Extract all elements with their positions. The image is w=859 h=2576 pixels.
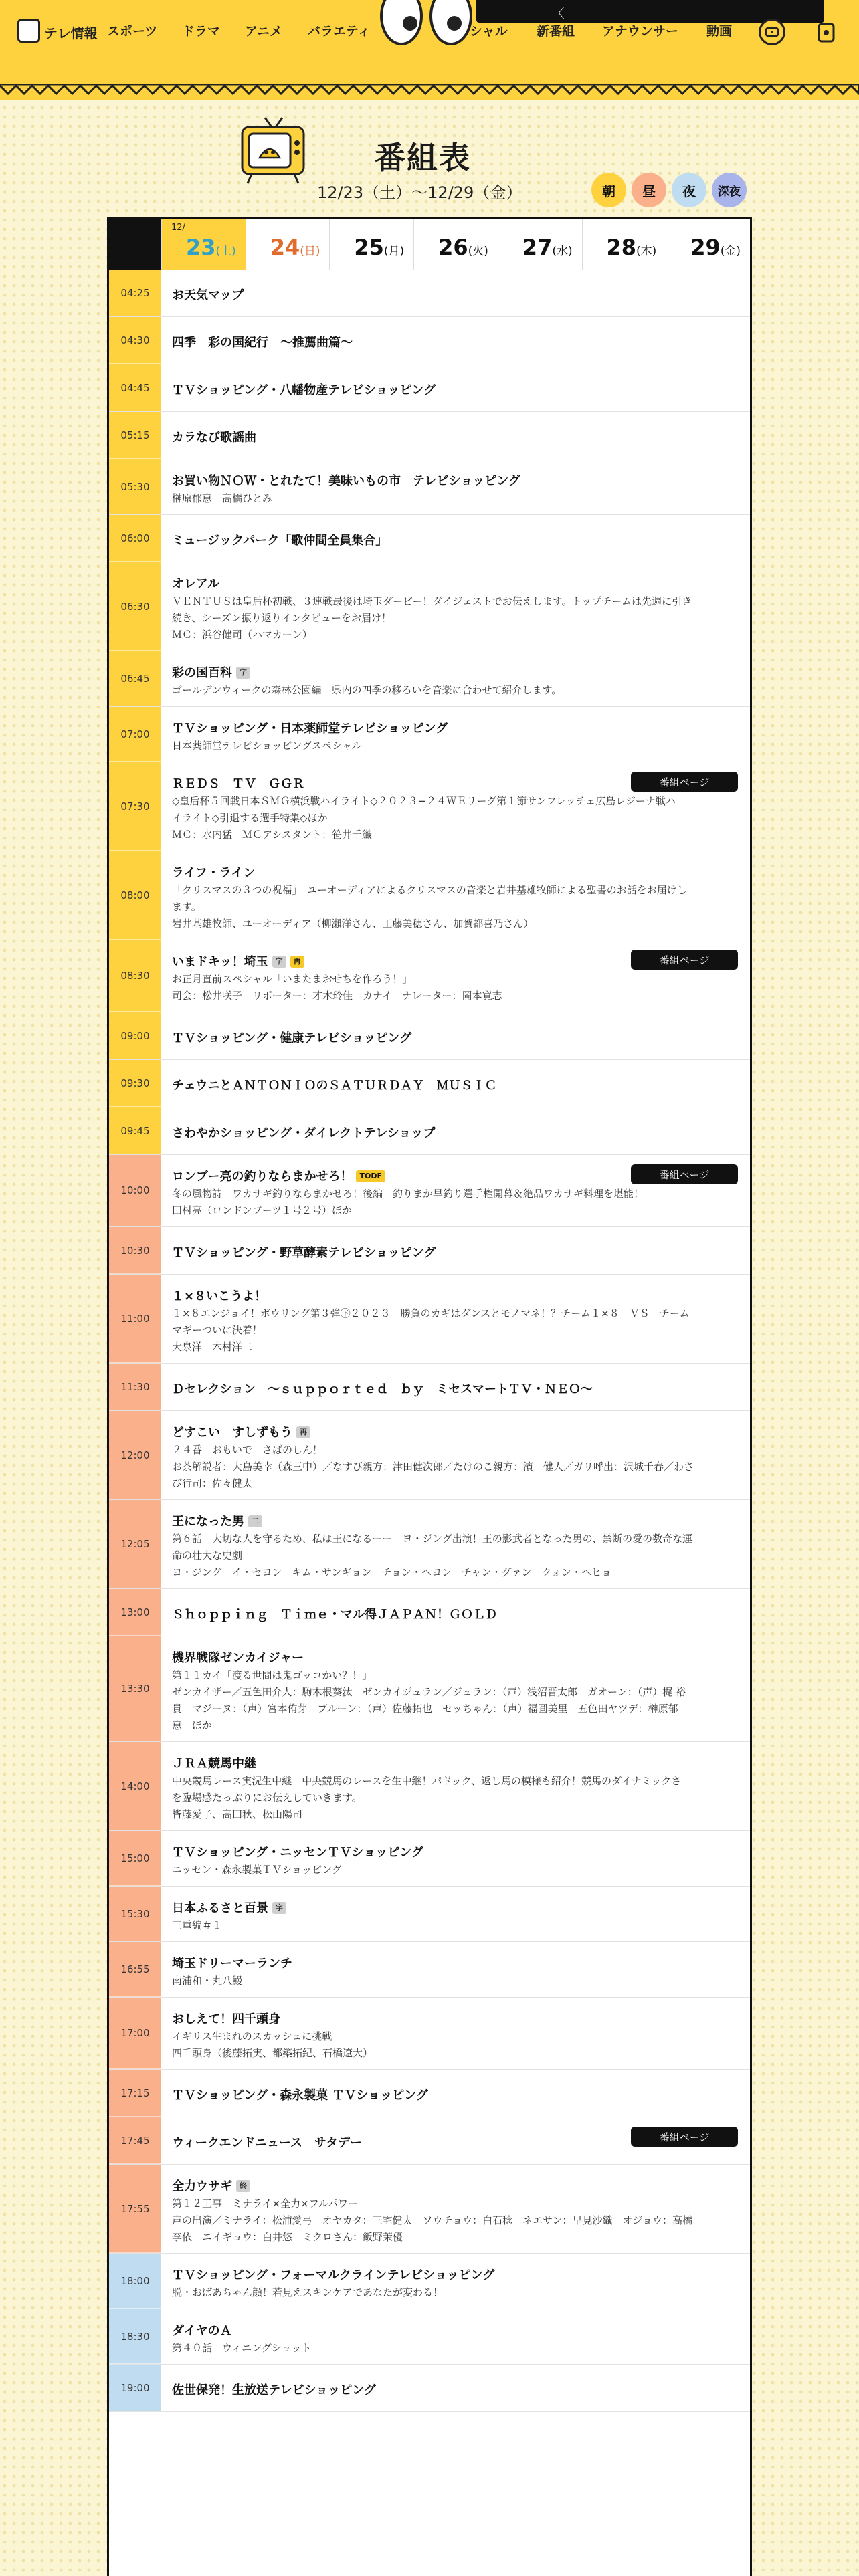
program-row[interactable] xyxy=(109,2309,750,2365)
program-description-line: ヨ・ジング イ・セヨン キム・サンギョン チョン・ヘヨン チャン・グァン クォン・ヘヒョ xyxy=(172,1566,612,1578)
program-title[interactable]: おしえて！四千頭身 xyxy=(172,2012,280,2026)
program-description-line: 第４０話 ウィニングショット xyxy=(172,2342,312,2354)
account-icon[interactable] xyxy=(759,19,785,45)
program-badge: 再 xyxy=(296,1426,310,1438)
tv-mascot-illustration xyxy=(238,114,308,186)
day-tab-28[interactable] xyxy=(582,219,666,270)
program-row[interactable] xyxy=(109,562,750,651)
program-time: 16:55 xyxy=(109,1942,161,1997)
time-of-day-button-1[interactable]: 昼 xyxy=(632,173,666,207)
program-time: 09:30 xyxy=(109,1060,161,1107)
program-description xyxy=(172,1773,733,1823)
program-row[interactable] xyxy=(109,1500,750,1589)
program-time: 05:30 xyxy=(109,459,161,514)
program-description-line: 大泉洋 木村洋二 xyxy=(172,1341,253,1353)
program-time: 11:00 xyxy=(109,1275,161,1363)
program-row[interactable] xyxy=(109,1998,750,2070)
program-row[interactable] xyxy=(109,2117,750,2165)
program-description-line: 日本薬師堂テレビショッピングスペシャル xyxy=(172,740,362,752)
program-row[interactable] xyxy=(109,2165,750,2254)
program-title[interactable]: ウィークエンドニュース サタデー xyxy=(172,2136,363,2150)
program-description-line: ます。 xyxy=(172,901,201,913)
program-row[interactable] xyxy=(109,1589,750,1636)
program-row[interactable] xyxy=(109,1012,750,1060)
program-description xyxy=(172,1917,733,1934)
program-description-line: ゴールデンウィークの森林公園編 県内の四季の移ろいを音楽に合わせて紹介します。 xyxy=(172,684,562,696)
program-title[interactable]: カラなび歌謡曲 xyxy=(172,431,256,445)
program-title[interactable]: 彩の国百科 字 xyxy=(172,663,250,681)
site-logo[interactable] xyxy=(17,13,98,48)
day-number: 29(金) xyxy=(690,235,741,260)
program-time: 12:05 xyxy=(109,1500,161,1588)
program-title[interactable]: どすこい すしずもう 再 xyxy=(172,1423,310,1440)
program-time: 10:30 xyxy=(109,1227,161,1274)
program-description xyxy=(172,738,733,754)
program-row[interactable] xyxy=(109,459,750,515)
program-description-line: ◇皇后杯５回戦日本ＳＭＧ横浜戦ハイライト◇２０２３−２４ＷＥリーグ第１節サンフレッチェ広島レジーナ戦ハ xyxy=(172,795,676,807)
program-title[interactable]: ロンブー亮の釣りならまかせろ！ TODF xyxy=(172,1167,385,1184)
program-row[interactable] xyxy=(109,2365,750,2412)
program-description-line: お茶解説者：大島美幸（森三中）／なすび親方：津田健次郎／たけのこ親方：濱 健人／ガリ呼出：沢城千春／わさ xyxy=(172,1461,694,1473)
program-description-line: イライト◇引退する選手特集◇ほか xyxy=(172,812,328,824)
program-row[interactable] xyxy=(109,1275,750,1364)
program-description xyxy=(172,1305,733,1356)
program-description-line: 第６話 大切な人を守るため、私は王になるーー ヨ・ジング出演！王の影武者となった男の、禁断の愛の数奇な運 xyxy=(172,1533,693,1545)
program-title[interactable]: いまドキッ！埼玉 字 再 xyxy=(172,952,304,970)
program-title[interactable]: ＲＥＤＳ ＴＶ ＧＧＲ xyxy=(172,777,304,791)
program-time: 12:00 xyxy=(109,1411,161,1499)
program-row[interactable] xyxy=(109,707,750,762)
day-weekday: (木) xyxy=(636,245,657,258)
program-time: 04:30 xyxy=(109,317,161,364)
program-time: 06:45 xyxy=(109,651,161,706)
program-description xyxy=(172,1531,733,1581)
program-description-line: 四千頭身（後藤拓実、都築拓紀、石橋遼大） xyxy=(172,2047,373,2059)
program-title[interactable]: ライフ・ライン xyxy=(172,866,256,880)
nav-item-sports[interactable]: スポーツ xyxy=(107,24,158,39)
program-description xyxy=(172,490,733,507)
program-description xyxy=(172,1862,733,1879)
program-row[interactable] xyxy=(109,851,750,940)
program-title[interactable]: お天気マップ xyxy=(172,288,244,302)
program-description-line: お正月直前スペシャル「いまたまおせちを作ろう！」 xyxy=(172,973,413,985)
program-time: 09:45 xyxy=(109,1107,161,1154)
day-number: 27(水) xyxy=(522,235,573,260)
program-description-line: び行司：佐々健太 xyxy=(172,1477,253,1489)
program-description-line: ＶＥＮＴＵＳは皇后杯初戦、３連戦最後は埼玉ダービー！ダイジェストでお伝えします。トップチームは先週に引き xyxy=(172,595,692,607)
program-page-button[interactable]: 番組ページ xyxy=(631,772,738,792)
program-title[interactable]: お買い物ＮＯＷ・とれたて！美味いもの市 テレビショッピング xyxy=(172,474,520,488)
program-badge: 字 xyxy=(272,1902,286,1914)
program-description xyxy=(172,1442,733,1492)
program-description xyxy=(172,1973,733,1990)
program-time: 18:30 xyxy=(109,2309,161,2364)
mascot-eye-right xyxy=(430,0,472,45)
program-row[interactable] xyxy=(109,1107,750,1155)
program-time: 07:30 xyxy=(109,762,161,851)
program-time: 13:30 xyxy=(109,1636,161,1741)
program-row[interactable] xyxy=(109,317,750,364)
program-description-line: 声の出演／ミナライ：松浦愛弓 オヤカタ：三宅健太 ソウチョウ：白石稔 ネエサン：早見沙織 オジョウ：高橋 xyxy=(172,2214,693,2226)
program-time: 06:00 xyxy=(109,515,161,562)
program-description-line: 南浦和・丸八鰻 xyxy=(172,1975,243,1987)
program-row[interactable] xyxy=(109,364,750,412)
program-row[interactable] xyxy=(109,270,750,317)
program-description-line: 榊原郁恵 高橋ひとみ xyxy=(172,492,273,504)
program-row[interactable] xyxy=(109,1364,750,1411)
program-description-line: 三重編＃１ xyxy=(172,1919,223,1931)
program-page-button[interactable]: 番組ページ xyxy=(631,950,738,970)
program-title[interactable]: ＴＶショッピング・健康テレビショッピング xyxy=(172,1031,412,1045)
program-description-line: 李依 エイギョウ：白井悠 ミクロさん：飯野茉優 xyxy=(172,2231,403,2243)
program-title[interactable]: Ｄセレクション 〜ｓｕｐｐｏｒｔｅｄ ｂｙ ミセスマートＴＶ・ＮＥＯ〜 xyxy=(172,1382,593,1396)
program-description-line: 皆藤愛子、高田秋、松山陽司 xyxy=(172,1808,303,1820)
program-title[interactable]: ミュージックパーク「歌仲間全員集合」 xyxy=(172,534,388,548)
program-row[interactable] xyxy=(109,1155,750,1227)
program-title[interactable]: ＪＲＡ競馬中継 xyxy=(172,1757,256,1771)
program-description-line: 脱・おばあちゃん顔！若見えスキンケアであなたが変わる！ xyxy=(172,2286,444,2298)
nav-item-announcer[interactable]: アナウンサー xyxy=(602,24,679,39)
program-time: 06:30 xyxy=(109,562,161,651)
program-badge: 字 xyxy=(272,956,286,968)
program-description-line: 冬の風物詩 ワカサギ釣りならまかせろ！後編 釣りまか早釣り選手権開幕＆絶品ワカサギ料理を堪能！ xyxy=(172,1188,644,1200)
program-description-line: ゼンカイザー／五色田介人：駒木根葵汰 ゼンカイジュラン／ジュラン：（声）浅沼晋太郎 ガオーン：（声）梶 裕 xyxy=(172,1686,686,1698)
header-zigzag-edge xyxy=(0,84,859,100)
day-tab-23[interactable] xyxy=(161,219,246,270)
mascot-eyes xyxy=(380,0,480,48)
day-weekday: (日) xyxy=(300,245,320,258)
day-tabs xyxy=(109,219,750,270)
program-description xyxy=(172,2028,733,2062)
program-row[interactable] xyxy=(109,412,750,459)
program-title[interactable]: チェウニとＡＮＴＯＮＩＯのＳＡＴＵＲＤＡＹ ＭＵＳＩＣ xyxy=(172,1079,497,1093)
program-time: 10:00 xyxy=(109,1155,161,1226)
program-badge: 終 xyxy=(236,2180,250,2192)
day-tabs-corner xyxy=(109,219,161,270)
program-description-line: 恵 ほか xyxy=(172,1719,213,1731)
program-row[interactable] xyxy=(109,1942,750,1998)
date-range: 12/23（土）〜12/29（金） xyxy=(317,183,522,202)
program-description xyxy=(172,682,733,699)
program-time: 17:45 xyxy=(109,2117,161,2164)
program-row[interactable] xyxy=(109,2254,750,2309)
program-time: 04:45 xyxy=(109,364,161,411)
program-row[interactable] xyxy=(109,940,750,1012)
day-tab-27[interactable] xyxy=(498,219,582,270)
program-description xyxy=(172,882,733,932)
time-of-day-button-0[interactable]: 朝 xyxy=(591,173,626,207)
program-row[interactable] xyxy=(109,515,750,562)
program-time: 18:00 xyxy=(109,2254,161,2309)
time-of-day-button-3[interactable]: 深夜 xyxy=(712,173,747,207)
program-title[interactable]: Ｓｈｏｐｐｉｎｇ Ｔｉｍｅ・マル得ＪＡＰＡＮ！ＧＯＬＤ xyxy=(172,1608,497,1622)
program-time: 09:00 xyxy=(109,1012,161,1059)
program-description-line: イギリス生まれのスカッシュに挑戦 xyxy=(172,2030,332,2042)
logo-text: テレ情報 xyxy=(44,25,98,41)
program-description xyxy=(172,593,733,643)
day-weekday: (火) xyxy=(468,245,488,258)
mascot-eye-left xyxy=(380,0,423,45)
program-description xyxy=(172,1667,733,1734)
program-description-line: ニッセン・森永製菓ＴＶショッピング xyxy=(172,1864,342,1876)
program-row[interactable] xyxy=(109,1227,750,1275)
program-time: 08:00 xyxy=(109,851,161,940)
program-title[interactable]: オレアル xyxy=(172,577,220,591)
day-number: 28(木) xyxy=(606,235,657,260)
program-title[interactable]: さわやかショッピング・ダイレクトテレショップ xyxy=(172,1126,436,1140)
nav-item-special[interactable]: シャル xyxy=(470,24,508,39)
program-time: 17:00 xyxy=(109,1998,161,2069)
day-tab-25[interactable] xyxy=(329,219,413,270)
nav-item-variety[interactable]: バラエティ xyxy=(308,24,371,39)
day-number: 25(月) xyxy=(354,235,405,260)
program-title[interactable]: ＴＶショッピング・フォーマルクラインテレビショッピング xyxy=(172,2268,495,2282)
program-row[interactable] xyxy=(109,2070,750,2117)
program-description xyxy=(172,1186,733,1219)
program-description-line: 岩井基雄牧師、ユーオーディア（柳瀬洋さん、工藤美穂さん、加賀都喜乃さん） xyxy=(172,918,534,930)
program-title[interactable]: 全力ウサギ 終 xyxy=(172,2177,250,2194)
program-title[interactable]: ＴＶショッピング・森永製菓 ＴＶショッピング xyxy=(172,2088,428,2103)
program-row[interactable] xyxy=(109,1636,750,1742)
program-badge: 二 xyxy=(248,1515,262,1527)
program-description-line: 中央競馬レース実況生中継 中央競馬のレースを生中継！パドック、返し馬の模様も紹介！競馬のダイナミックさ xyxy=(172,1775,682,1787)
program-time: 04:25 xyxy=(109,270,161,316)
program-description-line: 続き、シーズン振り返りインタビューをお届け！ xyxy=(172,612,392,624)
program-description-line: 第１１カイ「渡る世間は鬼ゴッコかい？！」 xyxy=(172,1669,373,1681)
program-row[interactable] xyxy=(109,1742,750,1831)
program-time: 14:00 xyxy=(109,1742,161,1830)
program-title[interactable]: 佐世保発！生放送テレビショッピング xyxy=(172,2383,376,2397)
program-description-line: 命の壮大な史劇 xyxy=(172,1549,243,1562)
banner-prev-arrow[interactable]: 〈 xyxy=(551,5,565,21)
day-weekday: (土) xyxy=(215,245,236,258)
program-description-line: を臨場感たっぷりにお伝えしていきます。 xyxy=(172,1792,362,1804)
program-description xyxy=(172,971,733,1004)
day-tab-24[interactable] xyxy=(246,219,330,270)
day-month: 12/ xyxy=(171,223,185,233)
day-weekday: (月) xyxy=(383,245,405,258)
nav-item-video[interactable]: 動画 xyxy=(706,24,733,39)
program-description-line: 貴 マジーヌ：（声）宮本侑芽 ブルーン：（声）佐藤拓也 セッちゃん：（声）福圓美里 五色田ヤツデ：榊原郁 xyxy=(172,1703,678,1715)
day-weekday: (水) xyxy=(552,245,573,258)
program-description-line: マギーついに決着！ xyxy=(172,1324,263,1336)
program-title[interactable]: ダイヤのＡ xyxy=(172,2324,232,2338)
program-title[interactable]: 王になった男 二 xyxy=(172,1512,262,1529)
program-row[interactable] xyxy=(109,1831,750,1887)
program-description-line: 第１２工事 ミナライ×全力×フルパワー xyxy=(172,2197,359,2210)
menu-icon[interactable] xyxy=(814,19,840,45)
program-page-button[interactable]: 番組ページ xyxy=(631,2127,738,2147)
program-time: 17:55 xyxy=(109,2165,161,2253)
program-row[interactable] xyxy=(109,762,750,851)
program-title[interactable]: １×８いこうよ！ xyxy=(172,1289,267,1303)
program-description xyxy=(172,2284,733,2301)
program-badge: TODF xyxy=(356,1170,385,1182)
day-number: 23(土) xyxy=(186,235,236,260)
program-time: 05:15 xyxy=(109,412,161,459)
day-number: 24(日) xyxy=(270,235,320,260)
program-row[interactable] xyxy=(109,651,750,707)
program-schedule xyxy=(107,217,752,2576)
program-time: 11:30 xyxy=(109,1364,161,1410)
program-description-line: ＭＣ：水内猛 ＭＣアシスタント：笹井千織 xyxy=(172,829,372,841)
page-title: 番組表 xyxy=(375,140,471,176)
day-tab-29[interactable] xyxy=(666,219,750,270)
program-description-line: １×８エンジョイ！ボウリング第３弾㊦２０２３ 勝負のカギはダンスとモノマネ！？チーム１×８ ＶＳ チーム xyxy=(172,1307,690,1319)
time-of-day-button-2[interactable]: 夜 xyxy=(672,173,706,207)
program-title[interactable]: ＴＶショッピング・八幡物産テレビショッピング xyxy=(172,383,436,397)
program-row[interactable] xyxy=(109,1887,750,1942)
program-page-button[interactable]: 番組ページ xyxy=(631,1164,738,1184)
program-time: 15:00 xyxy=(109,1831,161,1886)
program-title[interactable]: 埼玉ドリーマーランチ xyxy=(172,1957,292,1971)
program-title[interactable]: ＴＶショッピング・野草酵素テレビショッピング xyxy=(172,1246,436,1260)
program-description-line: 田村亮（ロンドンブーツ１号２号）ほか xyxy=(172,1204,352,1216)
program-row[interactable] xyxy=(109,1060,750,1107)
program-title[interactable]: 機界戦隊ゼンカイジャー xyxy=(172,1651,304,1665)
day-weekday: (金) xyxy=(720,245,741,258)
program-row[interactable] xyxy=(109,1411,750,1500)
program-badge: 字 xyxy=(236,667,250,679)
program-description xyxy=(172,2195,733,2246)
program-title[interactable]: 四季 彩の国紀行 〜推薦曲篇〜 xyxy=(172,336,353,350)
program-title[interactable]: ＴＶショッピング・ニッセンＴＶショッピング xyxy=(172,1846,423,1860)
program-time: 19:00 xyxy=(109,2365,161,2411)
program-description-line: ２４番 おもいで さばのしん！ xyxy=(172,1444,323,1456)
day-tab-26[interactable] xyxy=(413,219,498,270)
program-title[interactable]: 日本ふるさと百景 字 xyxy=(172,1899,286,1916)
program-time: 07:00 xyxy=(109,707,161,762)
program-time: 13:00 xyxy=(109,1589,161,1636)
nav-item-anime[interactable]: アニメ xyxy=(245,24,283,39)
site-header xyxy=(0,0,859,100)
program-description-line: 「クリスマスの３つの祝福」 ユーオーディアによるクリスマスの音楽と岩井基雄牧師による聖書のお話をお届けし xyxy=(172,884,687,896)
program-description-line: ＭＣ：浜谷健司（ハマカーン） xyxy=(172,629,312,641)
program-description-line: 司会：松井咲子 リポーター：才木玲佳 カナイ ナレーター：岡本寛志 xyxy=(172,990,502,1002)
program-time: 15:30 xyxy=(109,1887,161,1941)
program-time: 08:30 xyxy=(109,940,161,1012)
nav-item-drama[interactable]: ドラマ xyxy=(182,24,221,39)
nav-item-new-programs[interactable]: 新番組 xyxy=(537,24,575,39)
program-title[interactable]: ＴＶショッピング・日本薬師堂テレビショッピング xyxy=(172,722,448,736)
program-description xyxy=(172,793,733,843)
day-number: 26(火) xyxy=(438,235,488,260)
tv-logo-icon xyxy=(17,19,40,43)
program-badge: 再 xyxy=(290,956,304,968)
program-time: 17:15 xyxy=(109,2070,161,2117)
program-description xyxy=(172,2340,733,2357)
